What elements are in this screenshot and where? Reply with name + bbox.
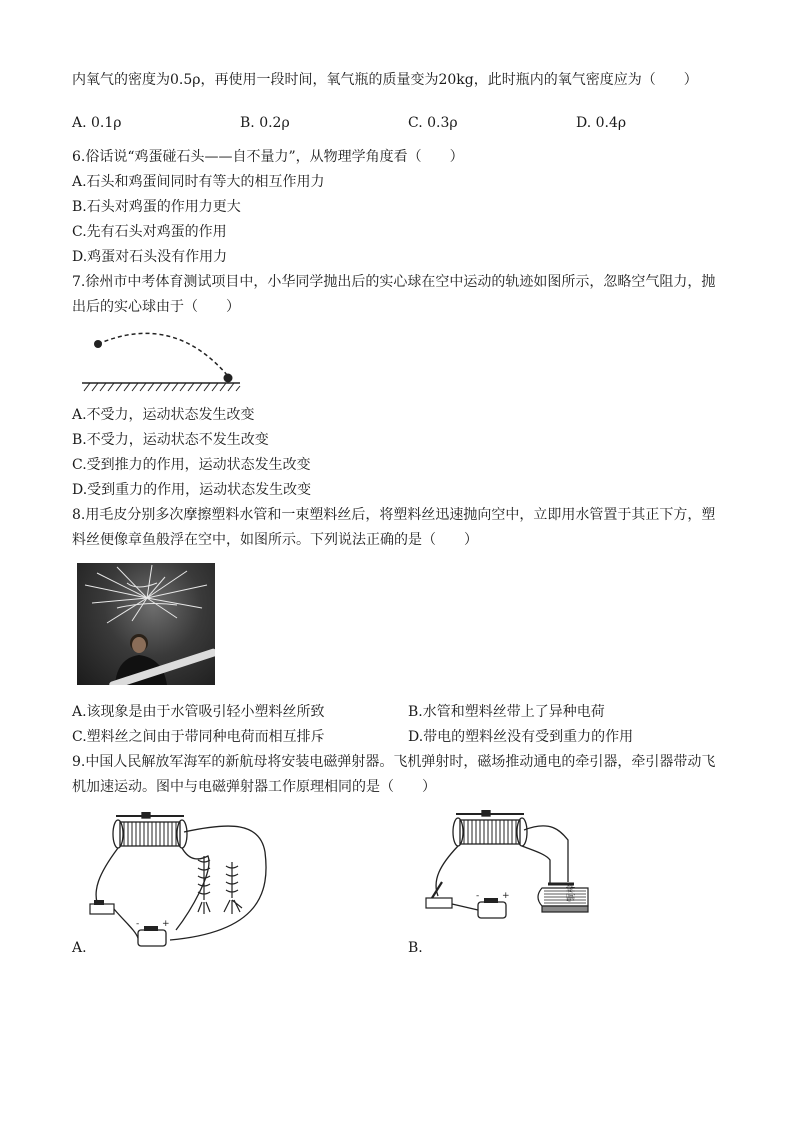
q5-option-b[interactable]: B. 0.2ρ xyxy=(240,115,290,131)
switch-b xyxy=(426,882,452,908)
q5-option-a[interactable]: A. 0.1ρ xyxy=(72,115,122,131)
battery-b xyxy=(476,891,510,918)
q6-option-a[interactable]: A.石头和鸡蛋间同时有等大的相互作用力 xyxy=(72,174,325,190)
q8-stem-line1: 8.用毛皮分别多次摩擦塑料水管和一束塑料丝后，将塑料丝迅速抛向空中，立即用水管置于其正下方，塑 xyxy=(72,507,716,523)
svg-text:-: - xyxy=(476,891,480,901)
q7-trajectory-figure xyxy=(78,324,244,394)
floating-plastic-strands xyxy=(85,565,207,623)
q9-figure-b-circuit xyxy=(420,810,600,930)
q8-option-b[interactable]: B.水管和塑料丝带上了异种电荷 xyxy=(408,704,605,720)
q9-stem-line1: 9.中国人民解放军海军的新航母将安装电磁弹射器。飞机弹射时，磁场推动通电的牵引器，牵引器带动飞 xyxy=(72,754,716,770)
q9-option-b[interactable]: B. xyxy=(408,940,423,956)
q8-option-d[interactable]: D.带电的塑料丝没有受到重力的作用 xyxy=(408,729,634,745)
ball-start xyxy=(94,340,102,348)
q6-option-c[interactable]: C.先有石头对鸡蛋的作用 xyxy=(72,224,227,240)
q6-stem: 6.俗话说“鸡蛋碰石头——自不量力”，从物理学角度看（ ） xyxy=(72,149,464,165)
magnet-b xyxy=(538,888,588,912)
q8-option-c[interactable]: C.塑料丝之间由于带同种电荷而相互排斥 xyxy=(72,729,325,745)
switch-a xyxy=(90,900,114,914)
q5-stem-line: 内氧气的密度为0.5ρ，再使用一段时间，氧气瓶的质量变为20kg，此时瓶内的氧气密度应为（ ） xyxy=(72,72,698,88)
wire-a2 xyxy=(170,826,266,940)
q7-option-a[interactable]: A.不受力，运动状态发生改变 xyxy=(72,407,255,423)
q6-option-d[interactable]: D.鸡蛋对石头没有作用力 xyxy=(72,249,228,265)
battery-a xyxy=(136,919,170,946)
q7-option-b[interactable]: B.不受力，运动状态不发生改变 xyxy=(72,432,269,448)
q7-stem-line2: 出后的实心球由于（ ） xyxy=(72,299,240,315)
q9-stem-line2: 机加速运动。图中与电磁弹射器工作原理相同的是（ ） xyxy=(72,779,436,795)
svg-text:+: + xyxy=(162,919,170,929)
q6-option-b[interactable]: B.石头对鸡蛋的作用力更大 xyxy=(72,199,241,215)
q8-stem-line2: 料丝便像章鱼般浮在空中，如图所示。下列说法正确的是（ ） xyxy=(72,532,478,548)
copper-rod-label: 铜棒 xyxy=(567,883,577,902)
rheostat-b xyxy=(453,810,527,846)
svg-text:-: - xyxy=(136,919,140,929)
q9-figure-a-circuit xyxy=(80,812,270,952)
q7-stem-line1: 7.徐州市中考体育测试项目中，小华同学抛出后的实心球在空中运动的轨迹如图所示，忽略空气阻力，抛 xyxy=(72,274,716,290)
coil-nails-a xyxy=(198,856,242,914)
rheostat-a xyxy=(113,812,187,848)
q7-option-d[interactable]: D.受到重力的作用，运动状态发生改变 xyxy=(72,482,312,498)
q8-photo-plastic-octopus xyxy=(77,563,215,685)
q8-option-a[interactable]: A.该现象是由于水管吸引轻小塑料丝所致 xyxy=(72,704,325,720)
trajectory-path xyxy=(98,333,228,376)
svg-text:+: + xyxy=(502,891,510,901)
ball-end xyxy=(224,374,233,383)
q9-option-a[interactable]: A. xyxy=(72,940,87,956)
q5-option-c[interactable]: C. 0.3ρ xyxy=(408,115,458,131)
q5-option-d[interactable]: D. 0.4ρ xyxy=(576,115,627,131)
q7-option-c[interactable]: C.受到推力的作用，运动状态发生改变 xyxy=(72,457,311,473)
